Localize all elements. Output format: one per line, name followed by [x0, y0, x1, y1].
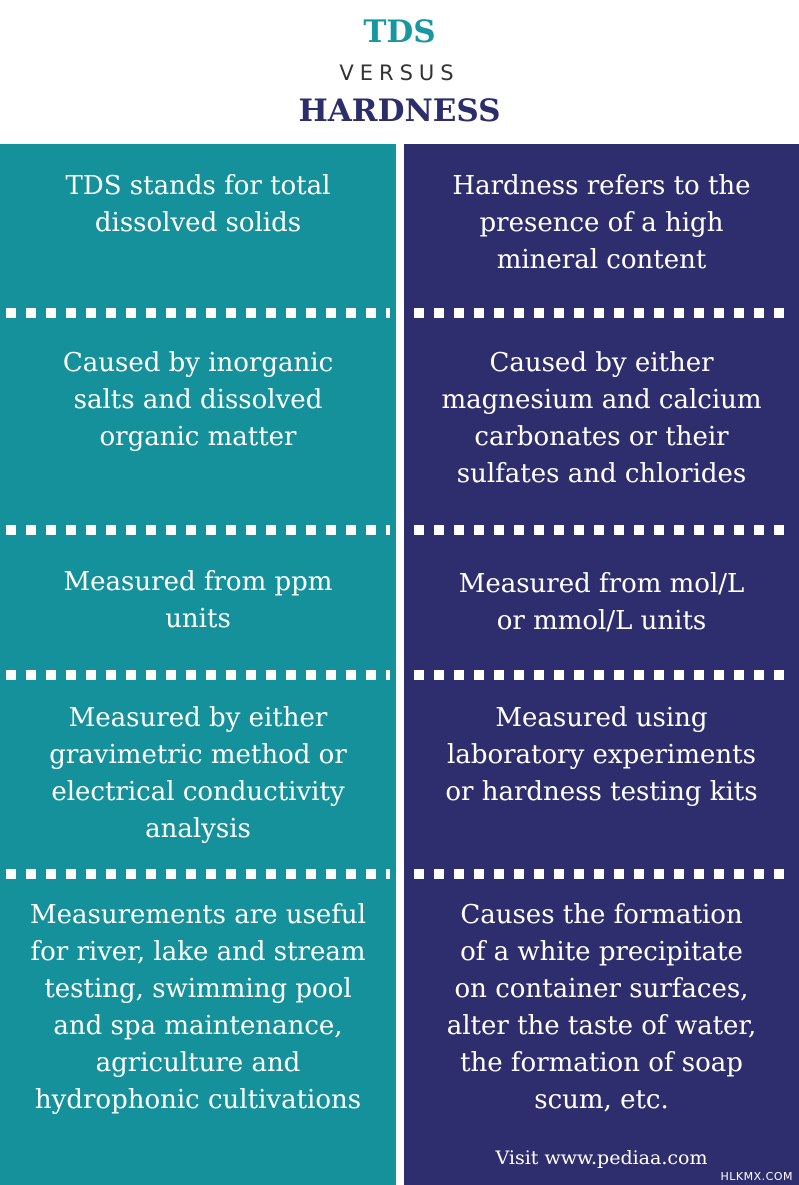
- dotted-divider: [414, 308, 794, 318]
- text-line: agriculture and: [95, 1048, 301, 1078]
- text-line: Measured using: [495, 703, 708, 733]
- dotted-divider: [6, 308, 390, 318]
- text-line: the formation of soap: [460, 1048, 743, 1078]
- dotted-divider: [414, 525, 794, 535]
- text-line: salts and dissolved: [73, 385, 323, 415]
- text-line: and spa maintenance,: [53, 1011, 343, 1041]
- dotted-divider: [6, 869, 390, 879]
- hardness-title: HARDNESS: [298, 93, 501, 129]
- tds-units: [0, 564, 396, 638]
- hardness-cause: [404, 345, 799, 493]
- dotted-divider: [414, 869, 794, 879]
- text-line: Measured by either: [68, 703, 328, 733]
- tds-title: TDS: [363, 14, 436, 50]
- text-line: TDS stands for total: [65, 171, 331, 201]
- text-line: sulfates and chlorides: [456, 459, 747, 489]
- text-line: testing, swimming pool: [44, 974, 352, 1004]
- hardness-units: [404, 566, 799, 640]
- header: [0, 0, 799, 144]
- dotted-divider: [414, 670, 794, 680]
- tds-cause: [0, 345, 396, 456]
- text-line: Hardness refers to the: [452, 171, 751, 201]
- tds-measurement-method: [0, 700, 396, 848]
- text-line: organic matter: [99, 422, 297, 452]
- text-line: gravimetric method or: [49, 740, 347, 770]
- text-line: mineral content: [496, 245, 707, 275]
- text-line: Causes the formation: [460, 900, 743, 930]
- hardness-definition: [404, 168, 799, 279]
- text-line: scum, etc.: [534, 1085, 669, 1115]
- text-line: electrical conductivity: [51, 777, 345, 807]
- dotted-divider: [6, 525, 390, 535]
- tds-definition: [0, 168, 396, 242]
- text-line: analysis: [145, 814, 251, 844]
- text-line: of a white precipitate: [460, 937, 743, 967]
- text-line: or hardness testing kits: [445, 777, 758, 807]
- text-line: Caused by inorganic: [62, 348, 334, 378]
- source-credit: Visit www.pediaa.com: [495, 1147, 708, 1169]
- text-line: Measured from ppm: [63, 567, 333, 597]
- tds-applications: [0, 897, 396, 1119]
- text-line: magnesium and calcium: [441, 385, 762, 415]
- text-line: alter the taste of water,: [446, 1011, 757, 1041]
- text-line: Caused by either: [489, 348, 714, 378]
- text-line: Measured from mol/L: [458, 569, 745, 599]
- text-line: hydrophonic cultivations: [34, 1085, 362, 1115]
- text-line: Measurements are useful: [30, 900, 366, 930]
- text-line: on container surfaces,: [454, 974, 749, 1004]
- hardness-measurement-method: [404, 700, 799, 811]
- text-line: units: [165, 604, 231, 634]
- versus-label: VERSUS: [339, 61, 460, 85]
- text-line: laboratory experiments: [447, 740, 756, 770]
- text-line: dissolved solids: [94, 208, 302, 238]
- text-line: or mmol/L units: [496, 606, 707, 636]
- text-line: carbonates or their: [474, 422, 729, 452]
- dotted-divider: [6, 670, 390, 680]
- text-line: for river, lake and stream: [30, 937, 366, 967]
- hardness-effects: [404, 897, 799, 1119]
- text-line: presence of a high: [479, 208, 724, 238]
- watermark: HLKMX.COM: [720, 1170, 793, 1183]
